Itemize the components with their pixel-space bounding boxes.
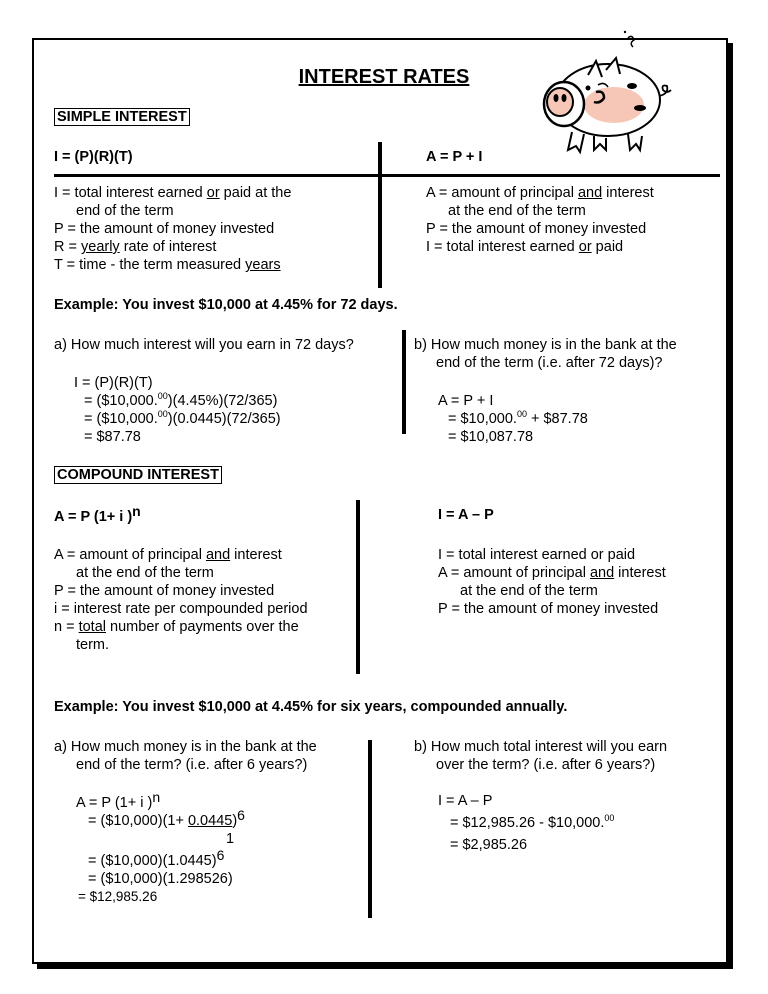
simple-divider-horizontal [54, 174, 720, 177]
simple-question-a: a) How much interest will you earn in 72 days? [54, 337, 354, 353]
simple-question-b-line2: end of the term (i.e. after 72 days)? [436, 355, 663, 371]
piggy-bank-icon [536, 30, 686, 160]
compound-left-definitions: A = amount of principal and interest at the end of the term P = the amount of money invested i = interest rate per compounded period n = total number of payments over the term. [54, 547, 308, 653]
simple-left-definitions: I = total interest earned or paid at the end of the term P = the amount of money invested R = yearly rate of interest T = time - the term measured years [54, 185, 292, 273]
simple-right-definitions: A = amount of principal and interest at the end of the term P = the amount of money invested I = total interest earned or paid [426, 185, 654, 255]
simple-interest-heading: SIMPLE INTEREST [54, 108, 190, 126]
simple-divider-vertical [378, 142, 382, 288]
compound-work-b: I = A – P = $12,985.26 - $10,000.00 = $2,985.26 [438, 793, 615, 853]
compound-question-b-line2: over the term? (i.e. after 6 years?) [436, 757, 656, 773]
simple-formula-interest: I = (P)(R)(T) [54, 149, 133, 165]
compound-work-a: A = P (1+ i )n = ($10,000)(1+ 0.0445)6 1 = ($10,000)(1.0445)6 = ($10,000)(1.298526) = $12,985.26 [76, 789, 245, 904]
compound-question-a-line2: end of the term? (i.e. after 6 years?) [76, 757, 308, 773]
simple-example-divider [402, 330, 406, 434]
page-title: INTEREST RATES [298, 66, 470, 88]
simple-work-b: A = P + I = $10,000.00 + $87.78 = $10,087.78 [438, 393, 588, 445]
compound-formula-interest: I = A – P [438, 507, 494, 523]
simple-question-b-line1: b) How much money is in the bank at the [414, 337, 677, 353]
simple-formula-amount: A = P + I [426, 149, 483, 165]
compound-example-divider [368, 740, 372, 918]
compound-interest-heading: COMPOUND INTEREST [54, 466, 222, 484]
simple-work-a: I = (P)(R)(T) = ($10,000.00)(4.45%)(72/365) = ($10,000.00)(0.0445)(72/365) = $87.78 [74, 375, 281, 445]
simple-example: Example: You invest $10,000 at 4.45% for 72 days. [54, 297, 398, 313]
compound-question-a-line1: a) How much money is in the bank at the [54, 739, 317, 755]
compound-divider-vertical [356, 500, 360, 674]
compound-question-b-line1: b) How much total interest will you earn [414, 739, 668, 755]
compound-example: Example: You invest $10,000 at 4.45% for six years, compounded annually. [54, 699, 568, 715]
compound-right-definitions: I = total interest earned or paid A = amount of principal and interest at the end of the term P = the amount of money invested [438, 547, 666, 617]
compound-formula-amount: A = P (1+ i )n [54, 503, 141, 525]
